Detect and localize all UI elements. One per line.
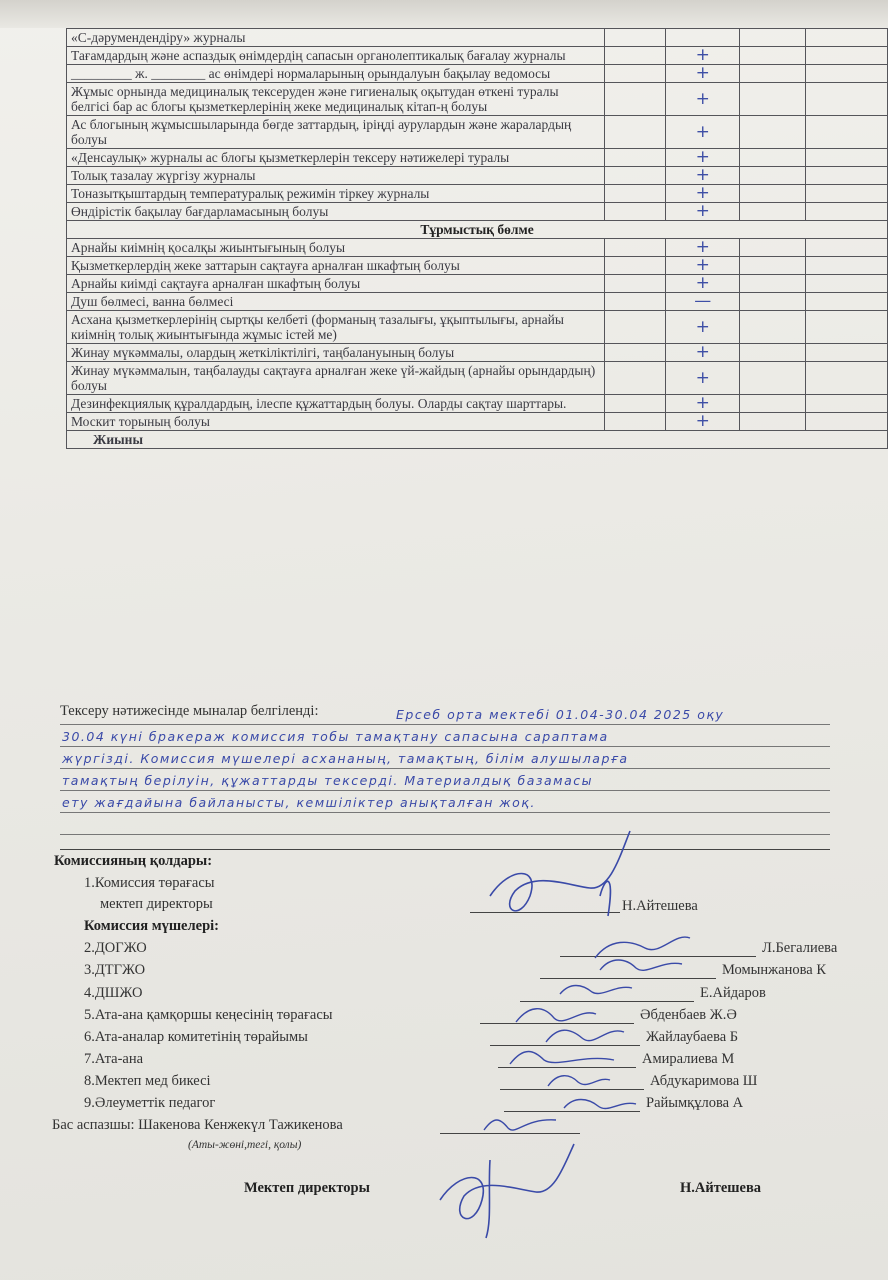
empty-cell — [604, 293, 665, 311]
empty-cell — [740, 293, 806, 311]
empty-cell — [740, 311, 806, 344]
empty-cell — [740, 116, 806, 149]
empty-cell — [604, 83, 665, 116]
handwritten-line: тамақтың берілуін, құжаттарды тексерді. Материалдық базамасы — [62, 773, 594, 788]
checklist-row — [67, 362, 888, 395]
empty-cell — [805, 47, 887, 65]
item-text: _________ ж. ________ ас өнімдері нормаларының орындалуын бақылау ведомосы — [67, 65, 605, 83]
chair-sub-label: мектеп директоры — [100, 896, 213, 912]
member-name: Момынжанова К — [722, 962, 827, 978]
check-mark: + — [666, 413, 740, 431]
empty-cell — [604, 311, 665, 344]
item-text: Арнайы киімнің қосалқы жиынтығының болуы — [67, 239, 605, 257]
check-mark: + — [666, 362, 740, 395]
item-text: Жұмыс орнында медициналық тексеруден және гигиеналық оқытудан өткені туралы белгісі бар ас блогы қызметкерлерінің жеке медициналық кітап-ң болуы — [67, 83, 605, 116]
empty-cell — [604, 239, 665, 257]
item-text: Толық тазалау жүргізу журналы — [67, 167, 605, 185]
check-mark: + — [666, 311, 740, 344]
empty-cell — [604, 275, 665, 293]
handwritten-line: ету жағдайына байланысты, кемшіліктер анықталған жоқ. — [62, 795, 536, 810]
empty-cell — [604, 395, 665, 413]
handwritten-line: 30.04 күні бракераж комиссия тобы тамақтану сапасына сараптама — [62, 729, 609, 744]
empty-cell — [805, 239, 887, 257]
item-text: Ас блогының жұмысшыларында бөгде заттардың, іріңді аурулардын және жаралардың болуы — [67, 116, 605, 149]
empty-cell — [604, 29, 665, 47]
empty-cell — [604, 344, 665, 362]
member-label: 4.ДШЖО — [84, 985, 143, 1001]
findings-line-3 — [60, 747, 830, 769]
check-mark: + — [666, 65, 740, 83]
item-text: «Денсаулық» журналы ас блогы қызметкерлерін тексеру нәтижелері туралы — [67, 149, 605, 167]
check-mark: + — [666, 47, 740, 65]
empty-cell — [604, 47, 665, 65]
check-mark: + — [666, 116, 740, 149]
checklist-table — [66, 28, 888, 449]
empty-cell — [604, 362, 665, 395]
checklist-row — [67, 47, 888, 65]
empty-cell — [740, 185, 806, 203]
member-signature — [544, 1068, 614, 1092]
empty-cell — [805, 65, 887, 83]
findings-line-4 — [60, 769, 830, 791]
empty-cell — [604, 116, 665, 149]
checklist-row — [67, 149, 888, 167]
item-text: Москит торының болуы — [67, 413, 605, 431]
empty-cell — [740, 257, 806, 275]
findings-line-2 — [60, 725, 830, 747]
empty-cell — [805, 29, 887, 47]
checklist-row — [67, 311, 888, 344]
check-mark: + — [666, 257, 740, 275]
check-mark: + — [666, 185, 740, 203]
check-mark: — — [666, 293, 740, 311]
handwritten-line: Ерсеб орта мектебі 01.04-30.04 2025 оқу — [396, 707, 725, 722]
checklist-row — [67, 203, 888, 221]
findings-block — [60, 703, 830, 835]
member-name: Жайлаубаева Б — [646, 1029, 739, 1045]
empty-cell — [604, 149, 665, 167]
empty-cell — [805, 362, 887, 395]
signatures-heading: Комиссияның қолдары: — [54, 853, 213, 869]
check-mark: + — [666, 203, 740, 221]
empty-cell — [805, 185, 887, 203]
empty-cell — [740, 83, 806, 116]
director-signature — [430, 1140, 580, 1240]
empty-cell — [740, 149, 806, 167]
member-name: Л.Бегалиева — [762, 940, 838, 956]
findings-label: Тексеру нәтижесінде мыналар белгіленді: — [60, 703, 319, 719]
member-label: 9.Әлеуметтік педагог — [84, 1095, 216, 1111]
checklist-row — [67, 29, 888, 47]
total-row — [67, 431, 888, 449]
empty-cell — [805, 395, 887, 413]
empty-cell — [805, 344, 887, 362]
findings-line-1 — [60, 703, 830, 725]
checklist-row — [67, 413, 888, 431]
empty-cell — [740, 344, 806, 362]
findings-line-6 — [60, 813, 830, 835]
page-top-edge — [0, 0, 888, 28]
item-text: Дезинфекциялық құралдардың, ілеспе құжаттардың болуы. Оларды сақтау шарттары. — [67, 395, 605, 413]
empty-cell — [740, 47, 806, 65]
chief-cook-label: Бас аспазшы: Шакенова Кенжекүл Тажикенова — [52, 1117, 343, 1133]
director-label: Мектеп директоры — [244, 1180, 370, 1196]
item-text: Арнайы киімді сақтауға арналған шкафтың болуы — [67, 275, 605, 293]
checklist-row — [67, 239, 888, 257]
empty-cell — [805, 149, 887, 167]
item-text: Қызметкерлердің жеке заттарын сақтауға арналған шкафтың болуы — [67, 257, 605, 275]
empty-cell — [604, 167, 665, 185]
check-mark: + — [666, 395, 740, 413]
item-text: Өндірістік бақылау бағдарламасының болуы — [67, 203, 605, 221]
chair-label: 1.Комиссия төрағасы — [84, 875, 215, 891]
check-mark: + — [666, 149, 740, 167]
empty-cell — [604, 65, 665, 83]
empty-cell — [805, 116, 887, 149]
empty-cell — [740, 65, 806, 83]
empty-cell — [604, 185, 665, 203]
item-text: Жинау мүкәммалын, таңбалауды сақтауға арналған жеке үй-жайдың (арнайы орындардың) болуы — [67, 362, 605, 395]
empty-cell — [805, 293, 887, 311]
empty-cell — [604, 413, 665, 431]
divider-rule — [60, 849, 830, 850]
member-name: Е.Айдаров — [700, 985, 766, 1001]
empty-cell — [740, 239, 806, 257]
member-signature — [560, 1092, 640, 1116]
empty-cell — [805, 203, 887, 221]
checklist-row — [67, 344, 888, 362]
empty-cell — [805, 83, 887, 116]
checklist-row — [67, 395, 888, 413]
member-label: 6.Ата-аналар комитетінің төрайымы — [84, 1029, 308, 1045]
member-label: 3.ДТГЖО — [84, 962, 146, 978]
check-mark: + — [666, 275, 740, 293]
member-label: 7.Ата-ана — [84, 1051, 144, 1067]
findings-line-5 — [60, 791, 830, 813]
member-name: Абдукаримова Ш — [650, 1073, 758, 1089]
section-row — [67, 221, 888, 239]
check-mark: + — [666, 167, 740, 185]
check-mark — [666, 29, 740, 47]
director-name: Н.Айтешева — [680, 1180, 762, 1196]
total-label: Жиыны — [67, 431, 888, 449]
chair-signature — [480, 826, 640, 936]
checklist-row — [67, 257, 888, 275]
checklist-row — [67, 167, 888, 185]
section-title: Тұрмыстық бөлме — [67, 221, 888, 239]
member-label: 2.ДОГЖО — [84, 940, 147, 956]
member-signature — [504, 1044, 624, 1070]
empty-cell — [740, 167, 806, 185]
empty-cell — [604, 257, 665, 275]
empty-cell — [604, 203, 665, 221]
empty-cell — [805, 275, 887, 293]
empty-cell — [740, 395, 806, 413]
check-mark: + — [666, 239, 740, 257]
handwritten-line: жүргізді. Комиссия мүшелері асхананың, тамақтың, білім алушыларға — [62, 751, 629, 766]
members-heading: Комиссия мүшелері: — [84, 918, 219, 934]
item-text: «С-дәрумендендіру» журналы — [67, 29, 605, 47]
empty-cell — [740, 362, 806, 395]
check-mark: + — [666, 83, 740, 116]
checklist-row — [67, 275, 888, 293]
empty-cell — [740, 29, 806, 47]
empty-cell — [805, 167, 887, 185]
check-mark: + — [666, 344, 740, 362]
member-label: 8.Мектеп мед бикесі — [84, 1073, 211, 1089]
item-text: Жинау мүкәммалы, олардың жеткіліктілігі, таңбалануының болуы — [67, 344, 605, 362]
checklist-row — [67, 83, 888, 116]
empty-cell — [805, 257, 887, 275]
chair-name: Н.Айтешева — [622, 898, 698, 914]
member-signature — [556, 976, 636, 1002]
item-text: Тоназытқыштардың температуралық режимін тіркеу журналы — [67, 185, 605, 203]
member-name: Райымқұлова А — [646, 1095, 744, 1111]
member-label: 5.Ата-ана қамқоршы кеңесінің төрағасы — [84, 1007, 333, 1023]
empty-cell — [805, 311, 887, 344]
cook-signature — [480, 1112, 560, 1136]
item-text: Асхана қызметкерлерінің сыртқы келбеті (форманың тазалығы, ұқыптылығы, арнайы киімнің толық жиынтығында жұмыс істей ме) — [67, 311, 605, 344]
member-name: Амиралиева М — [642, 1051, 735, 1067]
empty-cell — [740, 413, 806, 431]
empty-cell — [740, 203, 806, 221]
empty-cell — [740, 275, 806, 293]
signature-caption: (Аты-жөні,тегі, қолы) — [188, 1139, 302, 1151]
checklist-row — [67, 116, 888, 149]
member-name: Әбденбаев Ж.Ә — [640, 1007, 737, 1023]
checklist-row — [67, 65, 888, 83]
item-text: Душ бөлмесі, ванна бөлмесі — [67, 293, 605, 311]
empty-cell — [805, 413, 887, 431]
checklist-row — [67, 293, 888, 311]
checklist-row — [67, 185, 888, 203]
item-text: Тағамдардың және аспаздық өнімдердің сапасын органолептикалық бағалау журналы — [67, 47, 605, 65]
